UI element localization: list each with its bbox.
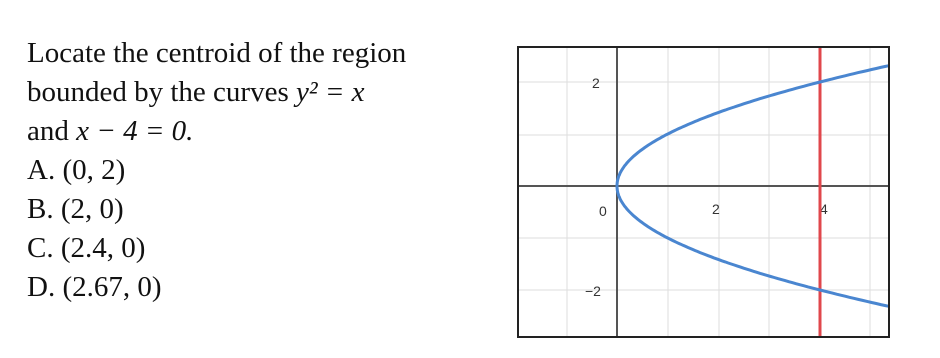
graph-svg xyxy=(519,48,888,336)
x-tick-label-0: 0 xyxy=(599,203,607,219)
option-c xyxy=(27,229,507,268)
question-line-2-text: bounded by the curves xyxy=(27,76,296,108)
equation-parabola: y² = x xyxy=(296,76,365,108)
option-b-letter: B. xyxy=(27,193,54,225)
graph xyxy=(517,46,890,338)
option-d-value: (2.67, 0) xyxy=(62,271,162,303)
question-line-3-text: and xyxy=(27,115,77,147)
y-tick-label-2: 2 xyxy=(592,75,600,91)
option-c-value: (2.4, 0) xyxy=(60,232,146,264)
y-tick-label-neg2: −2 xyxy=(585,283,601,299)
option-b xyxy=(27,190,507,229)
x-tick-label-2: 2 xyxy=(712,201,720,217)
option-d-letter: D. xyxy=(27,271,56,303)
option-a-value: (0, 2) xyxy=(62,154,126,186)
x-tick-label-4: 4 xyxy=(820,201,828,217)
question-text xyxy=(27,34,507,307)
option-d xyxy=(27,268,507,307)
option-b-value: (2, 0) xyxy=(60,193,124,225)
question-line-2 xyxy=(27,73,507,112)
option-a xyxy=(27,151,507,190)
option-a-letter: A. xyxy=(27,154,56,186)
question-line-3 xyxy=(27,112,507,151)
option-c-letter: C. xyxy=(27,232,54,264)
answer-options xyxy=(27,151,507,307)
question-line-1: Locate the centroid of the region xyxy=(27,37,407,69)
equation-vertical-line: x − 4 = 0. xyxy=(76,115,194,147)
